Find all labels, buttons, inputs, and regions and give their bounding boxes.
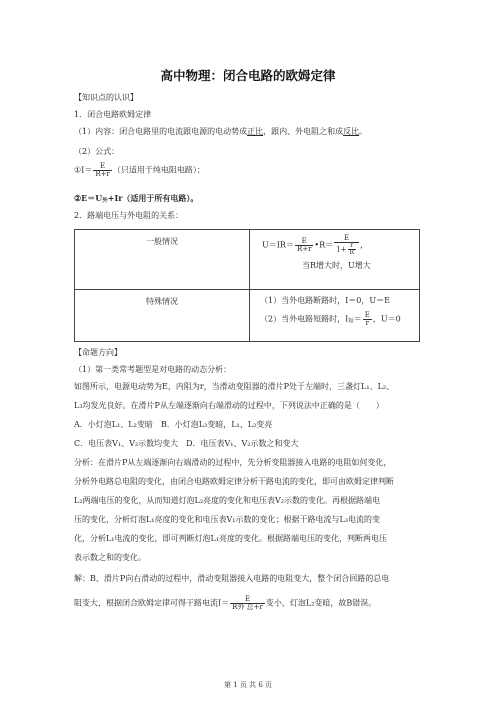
general-formula — [250, 230, 419, 256]
content-text-e: 。 — [359, 127, 368, 136]
general-fraction-b-num: E — [334, 235, 359, 243]
general-case-label: 一般情况 — [146, 237, 178, 246]
table-row-general — [75, 230, 420, 290]
solution-line-2-post: 变小，灯泡L₂变暗，故B错误。 — [265, 598, 377, 608]
special-case-label: 特殊情况 — [146, 297, 178, 306]
formula-1-fraction — [93, 163, 111, 178]
general-fraction-b — [334, 235, 359, 256]
analysis-line: 分析：在滑片P从左端逐渐向右端滑动的过程中，先分析变阻器接入电路的电阻如何变化， — [74, 458, 392, 467]
general-fraction-b-den — [334, 243, 359, 256]
question-line-2: L₃均发光良好。在滑片P从左端逐渐向右端滑动的过程中，下列说法中正确的是（ ） — [74, 401, 384, 410]
question-options-1: A．小灯泡L₁、L₂变暗 B．小灯泡L₃变暗，L₁、L₂变亮 — [74, 420, 273, 429]
general-formula-comma: ， — [360, 240, 369, 250]
analysis-line: 分析外电路总电阻的变化，由闭合电路欧姆定律分析干路电流的变化，即可由欧姆定律判断 — [74, 477, 394, 486]
formula-1-denominator: R+r — [95, 170, 110, 178]
general-fraction-a-num: E — [295, 238, 313, 246]
special-line-2-equals: ＝ — [353, 314, 362, 324]
relation-table — [74, 229, 420, 342]
general-formula-mid: •R＝ — [314, 240, 334, 250]
content-underline-direct: 正比 — [247, 127, 264, 136]
page-footer: 第 1 页 共 6 页 — [223, 681, 273, 689]
general-note: 当R增大时，U增大 — [302, 261, 371, 270]
content-text-a: （1）内容：闭合电路里的电流跟电源的电动势成 — [74, 127, 248, 136]
special-fraction-den: r — [365, 319, 369, 327]
solution-line-1: 解：B、滑片P向右滑动的过程中，滑动变阻器接入电路的电阻变大，整个闭合回路的总电 — [74, 574, 390, 583]
section-knowledge-heading: 【知识点的认识】 — [74, 93, 138, 102]
special-line-1: （1）当外电路断路时，I＝0，U＝E — [260, 296, 390, 305]
table-cell-general-label — [75, 230, 250, 290]
formula-label: （2）公式： — [74, 147, 120, 156]
solution-fraction-num: E — [230, 596, 265, 604]
general-fraction-a — [295, 238, 313, 253]
formula-2-rest: +Ir（适用于所有电路）。 — [107, 193, 199, 203]
formula-1-prefix: ①I＝ — [74, 165, 93, 175]
item1-heading: 1．闭合电路欧姆定律 — [74, 110, 152, 119]
type1-heading: （1）第一类常考题型是对电路的动态分析： — [74, 365, 232, 374]
analysis-line: 压的变化，分析灯泡L₁亮度的变化和电压表V₁示数的变化；根据干路电流与L₃电流的变 — [74, 515, 381, 524]
table-cell-general-formula — [250, 230, 420, 290]
solution-line-2 — [74, 596, 376, 611]
solution-fraction — [230, 596, 265, 611]
special-line-2-post: ，U＝0 — [372, 314, 401, 324]
formula-2 — [74, 193, 198, 207]
special-line-2-prefix: （2）当外电路短路时，I — [260, 314, 349, 324]
formula-2-subscript: 外 — [102, 198, 108, 204]
item2-heading: 2．路端电压与外电阻的关系： — [74, 211, 184, 220]
question-line-1: 如图所示，电源电动势为E，内阻为r，当滑动变阻器的滑片P处于左端时，三盏灯L₁、L₂、 — [74, 382, 395, 391]
general-inner-fraction — [348, 243, 357, 256]
analysis-line: 表示数之和的变化。 — [74, 553, 146, 562]
formula-1-note: （只适用于纯电阻电路）； — [112, 165, 205, 175]
table-row-special — [75, 290, 420, 342]
general-fraction-a-den: R+r — [296, 245, 312, 253]
general-formula-prefix: U＝IR＝ — [262, 240, 294, 250]
general-fraction-b-den-prefix: 1+ — [336, 245, 347, 254]
content-underline-inverse: 反比 — [343, 127, 360, 136]
analysis-line: L₂两端电压的变化，从而知道灯泡L₂亮度的变化和电压表V₂示数的变化。再根据路端电 — [74, 496, 381, 505]
formula-1 — [74, 163, 205, 178]
solution-fraction-den: R外 总+r — [232, 603, 263, 611]
special-fraction-num: E — [364, 311, 370, 319]
special-line-2-subscript: 短 — [348, 318, 354, 325]
formula-2-text: ②E＝U — [74, 193, 103, 203]
special-line-2 — [250, 306, 419, 328]
page-title: 高中物理：闭合电路的欧姆定律 — [160, 68, 336, 83]
formula-1-numerator: E — [93, 163, 111, 171]
section-direction-heading: 【命题方向】 — [74, 348, 122, 357]
question-options-2: C．电压表V₁、V₂示数均变大 D．电压表V₁、V₂示数之和变大 — [74, 439, 299, 448]
general-inner-den: R — [349, 249, 355, 256]
solution-line-2-prefix: 阻变大，根据闭合欧姆定律可得干路电流I＝ — [74, 598, 230, 608]
table-cell-special-label — [75, 290, 250, 342]
table-cell-special-content — [250, 290, 420, 342]
analysis-line: 化，分析L₁电流的变化，即可判断灯泡L₁亮度的变化。根据路端电压的变化，判断两电压 — [74, 534, 388, 543]
special-fraction — [363, 312, 372, 327]
general-inner-num: r — [348, 243, 357, 250]
content-text-c: ，跟内、外电阻之和成 — [263, 127, 344, 136]
content-line — [74, 126, 367, 137]
